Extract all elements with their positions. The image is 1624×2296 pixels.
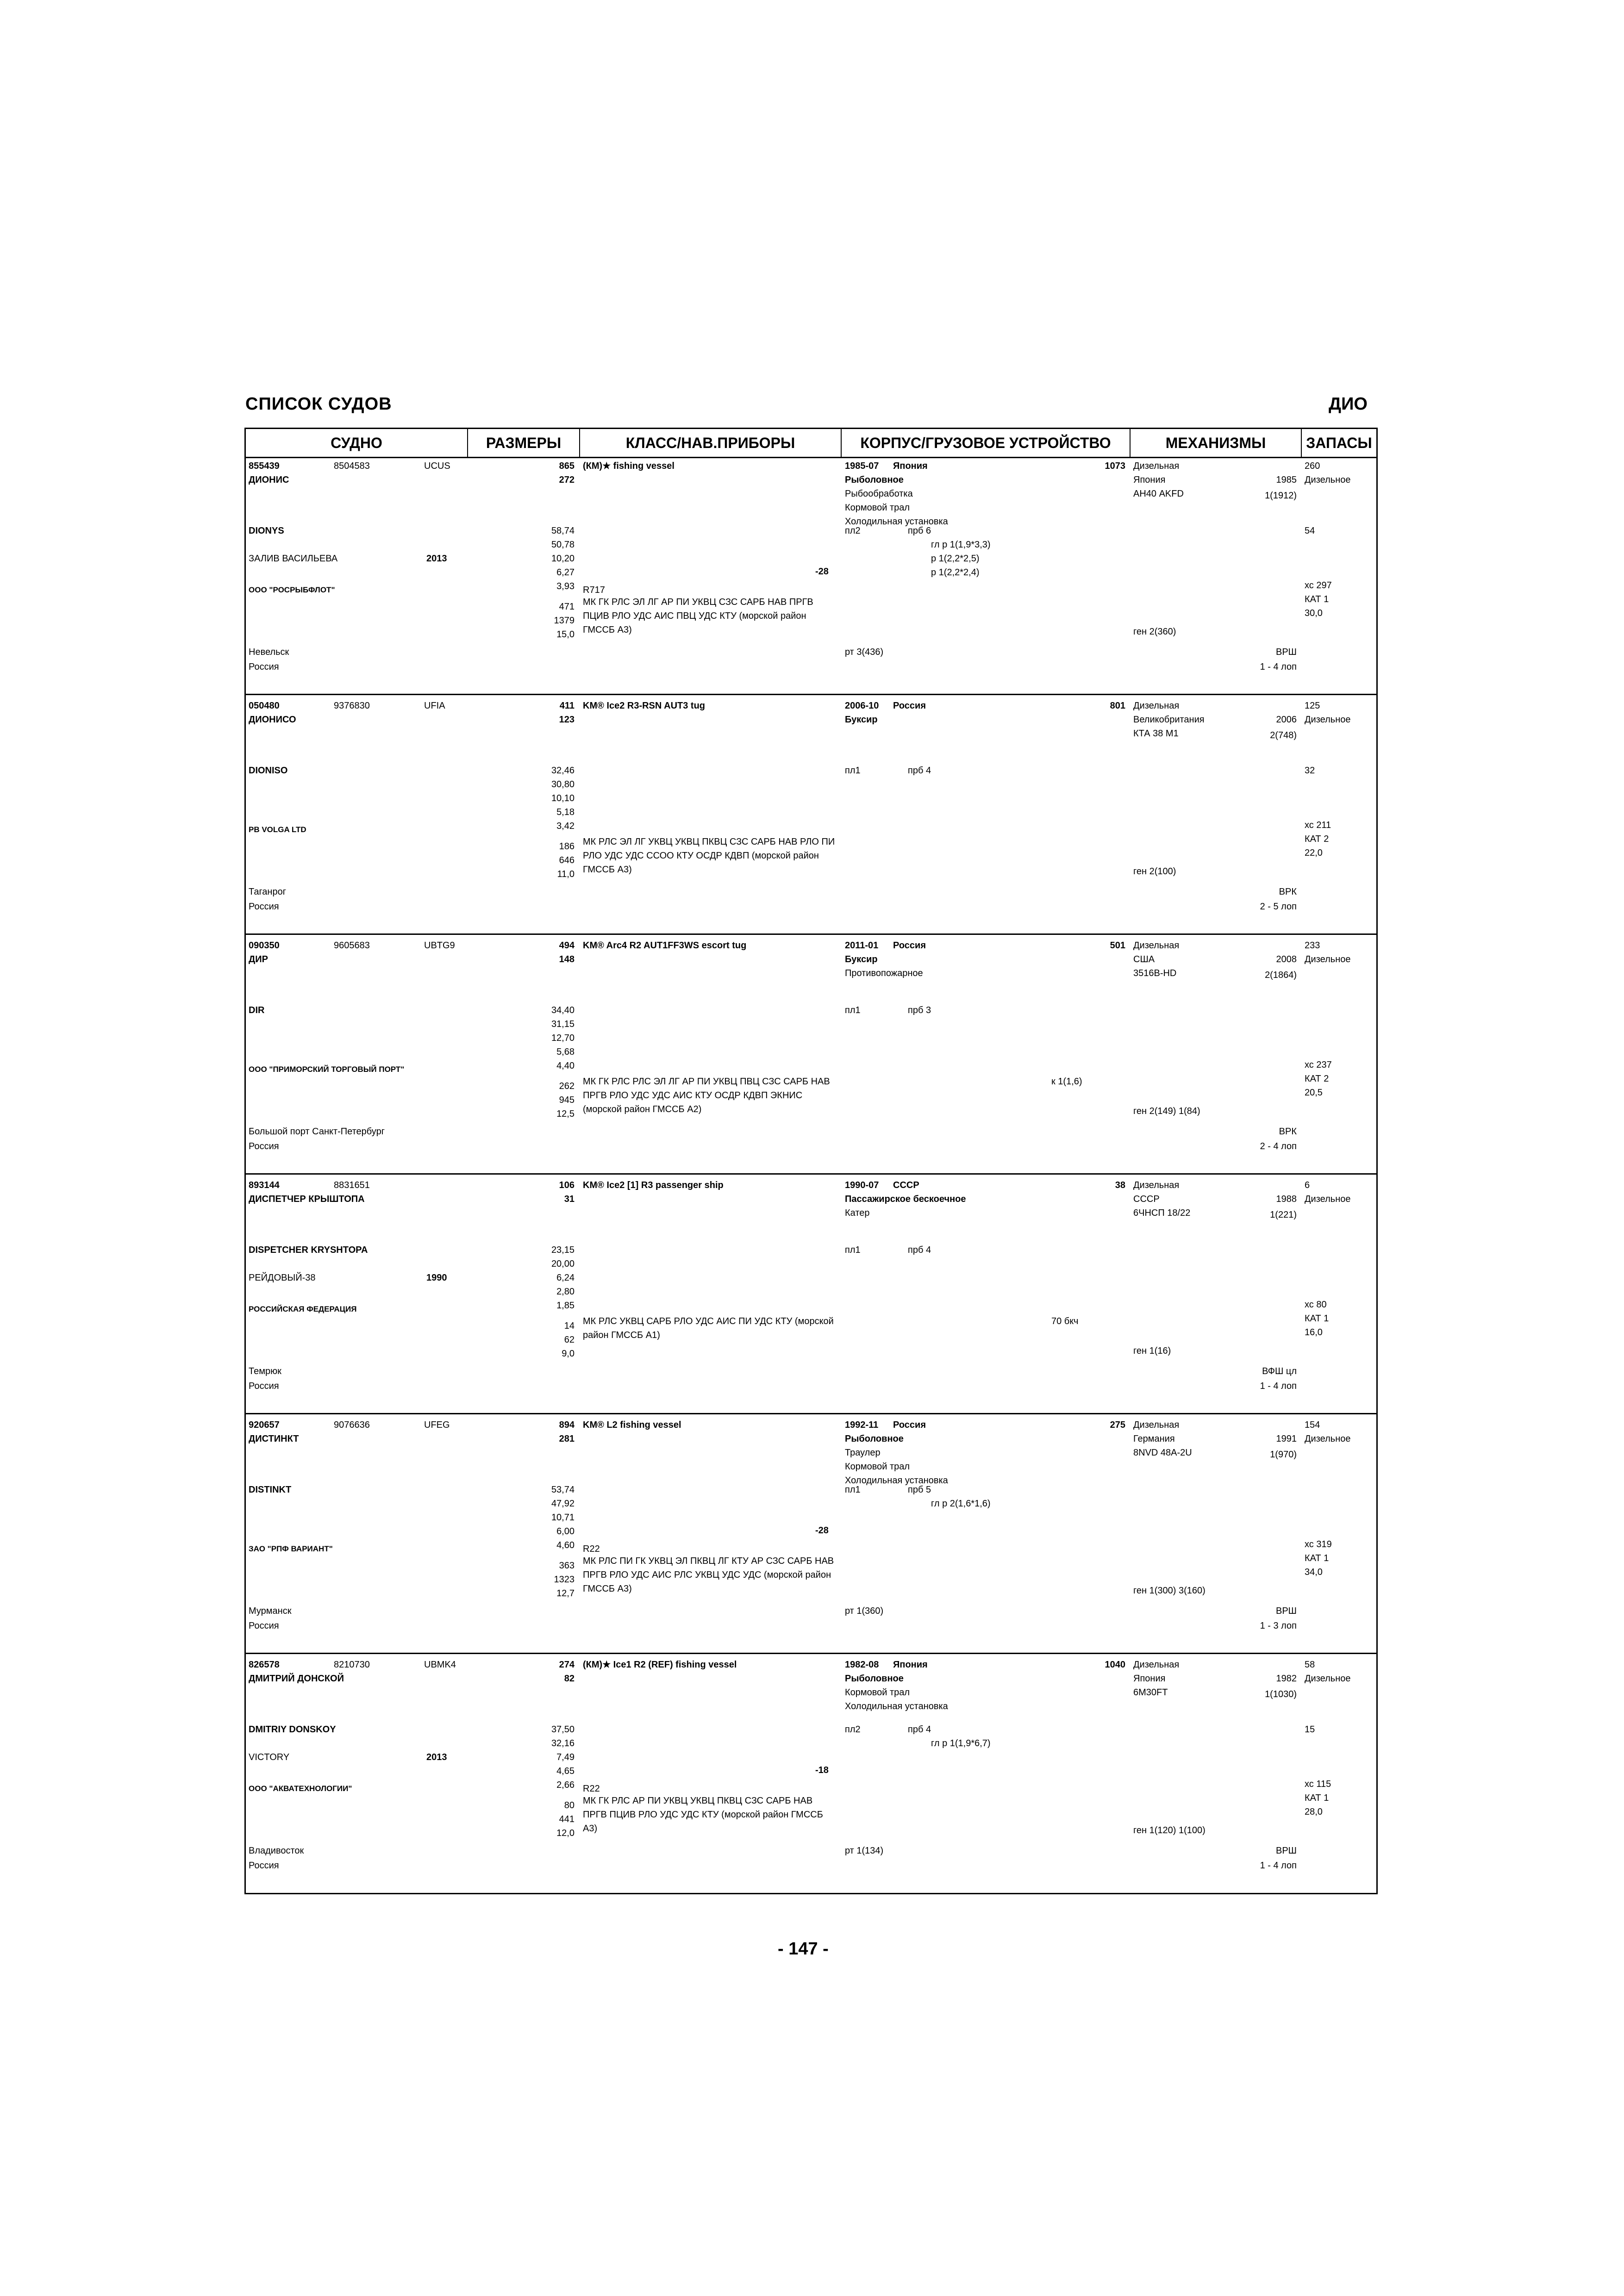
- former-name-year: 2013: [426, 554, 447, 564]
- capacity-value: 12,0: [556, 1828, 575, 1838]
- dimension-value: 2,66: [556, 1780, 575, 1790]
- owner: ЗАО "РПФ ВАРИАНТ": [249, 1544, 333, 1553]
- dimension-value: 6,24: [556, 1273, 575, 1283]
- capacity-value: 12,7: [556, 1588, 575, 1599]
- home-port: Владивосток: [249, 1846, 304, 1856]
- dimension-value: 34,40: [551, 1005, 575, 1015]
- engine-model: АН40 AKFD: [1133, 489, 1184, 499]
- home-port: Невельск: [249, 647, 289, 657]
- nav-equipment: МК РЛС УКВЦ САРБ РЛО УДС АИС ПИ УДС КТУ (морской район ГМССБ А1): [583, 1316, 834, 1340]
- propeller: ВФШ цл: [1262, 1366, 1297, 1376]
- owner: РОССИЙСКАЯ ФЕДЕРАЦИЯ: [249, 1305, 357, 1313]
- deadweight: 801: [1110, 701, 1125, 711]
- engine-power: 1(221): [1270, 1210, 1297, 1220]
- extra-note: к 1(1,6): [1051, 1076, 1082, 1087]
- engine-power: 2(748): [1270, 730, 1297, 740]
- fuel-capacity: 233: [1305, 940, 1320, 951]
- ship-entry: [246, 937, 1376, 1175]
- capacity-value: 11,0: [557, 869, 575, 879]
- net-tonnage: 31: [564, 1194, 575, 1204]
- home-port: Большой порт Санкт-Петербург: [249, 1126, 385, 1137]
- call-sign: UBTG9: [424, 940, 455, 951]
- ship-name-latin: DISPETCHER KRYSHTOPA: [249, 1245, 368, 1255]
- propeller-blades: 1 - 3 лоп: [1260, 1621, 1297, 1631]
- engine-country: СССР: [1133, 1194, 1160, 1204]
- engine-model: 3516B-HD: [1133, 968, 1177, 978]
- engine-year: 2008: [1276, 954, 1297, 964]
- build-date: 1992-11: [845, 1420, 879, 1430]
- category: КАТ 2: [1305, 1074, 1329, 1084]
- capacity-value: 14: [564, 1321, 575, 1331]
- dimension-value: 6,00: [556, 1526, 575, 1537]
- hull-type: Кормовой трал: [845, 1687, 910, 1698]
- engine-country: Германия: [1133, 1434, 1175, 1444]
- net-tonnage: 281: [559, 1434, 575, 1444]
- bulkheads: прб 5: [908, 1485, 931, 1495]
- dimension-value: 32,16: [551, 1738, 575, 1748]
- ship-entry: [246, 1416, 1376, 1654]
- category: КАТ 2: [1305, 834, 1329, 844]
- propeller: ВРК: [1279, 1126, 1297, 1137]
- hatch: гл р 1(1,9*3,3): [931, 540, 991, 550]
- fuel-capacity: 58: [1305, 1660, 1315, 1670]
- category: КАТ 1: [1305, 1793, 1329, 1803]
- capacity-value: 12,5: [556, 1109, 575, 1119]
- hull-type: Пассажирское бескоечное: [845, 1194, 966, 1204]
- propeller: ВРК: [1279, 887, 1297, 897]
- dimension-value: 37,50: [551, 1724, 575, 1735]
- speed: 20,5: [1305, 1088, 1323, 1098]
- reg-number: 090350: [249, 940, 280, 951]
- gross-tonnage: 274: [559, 1660, 575, 1670]
- fuel-type: Дизельное: [1305, 1434, 1351, 1444]
- dimension-value: 5,68: [556, 1047, 575, 1057]
- ship-entry: [246, 697, 1376, 935]
- dimension-value: 12,70: [551, 1033, 575, 1043]
- speed: 28,0: [1305, 1807, 1323, 1817]
- dimension-value: 2,80: [556, 1287, 575, 1297]
- class-notation: (КМ)★ Ice1 R2 (REF) fishing vessel: [583, 1660, 737, 1670]
- generators: ген 2(149) 1(84): [1133, 1106, 1200, 1116]
- endurance: хс 211: [1305, 820, 1331, 830]
- speed: 34,0: [1305, 1567, 1323, 1577]
- dimension-value: 3,93: [556, 581, 575, 591]
- hatch: р 1(2,2*2,4): [931, 567, 980, 578]
- fresh-water: 54: [1305, 526, 1315, 536]
- ship-name-latin: DIONISO: [249, 765, 288, 776]
- endurance: хс 319: [1305, 1539, 1332, 1549]
- fuel-capacity: 260: [1305, 461, 1320, 471]
- bulkheads: прб 4: [908, 765, 931, 776]
- refrigeration-holds: рт 1(360): [845, 1606, 884, 1616]
- owner: ООО "АКВАТЕХНОЛОГИИ": [249, 1784, 352, 1793]
- net-tonnage: 123: [559, 715, 575, 725]
- home-port: Таганрог: [249, 887, 287, 897]
- hull-type: Катер: [845, 1208, 870, 1218]
- ship-name-latin: DIONYS: [249, 526, 284, 536]
- ship-entry: [246, 1176, 1376, 1414]
- fuel-type: Дизельное: [1305, 954, 1351, 964]
- dimension-value: 30,80: [551, 779, 575, 790]
- call-sign: UFEG: [424, 1420, 450, 1430]
- category: КАТ 1: [1305, 594, 1329, 604]
- build-country: СССР: [893, 1180, 919, 1190]
- dimension-value: 58,74: [551, 526, 575, 536]
- ship-name: ДИСПЕТЧЕР КРЫШТОПА: [249, 1194, 365, 1204]
- flag-country: Россия: [249, 902, 279, 912]
- call-sign: UBMK4: [424, 1660, 456, 1670]
- gross-tonnage: 894: [559, 1420, 575, 1430]
- col-hull: КОРПУС/ГРУЗОВОЕ УСТРОЙСТВО: [842, 429, 1131, 457]
- dimension-value: 53,74: [551, 1485, 575, 1495]
- bulkheads: прб 6: [908, 526, 931, 536]
- net-tonnage: 148: [559, 954, 575, 964]
- generators: ген 1(120) 1(100): [1133, 1825, 1206, 1836]
- capacity-value: 646: [559, 855, 575, 865]
- fresh-water: 32: [1305, 765, 1315, 776]
- owner: ООО "ПРИМОРСКИЙ ТОРГОВЫЙ ПОРТ": [249, 1065, 405, 1074]
- flag-country: Россия: [249, 1621, 279, 1631]
- former-name: VICTORY: [249, 1752, 290, 1762]
- hull-type: Рыболовное: [845, 1434, 904, 1444]
- refrigeration-temp: -28: [815, 566, 829, 577]
- col-dimensions: РАЗМЕРЫ: [468, 429, 580, 457]
- fresh-water: 15: [1305, 1724, 1315, 1735]
- extra-note: 70 бкч: [1051, 1316, 1079, 1326]
- class-notation: KM® L2 fishing vessel: [583, 1420, 681, 1430]
- engine-country: Великобритания: [1133, 715, 1205, 725]
- call-sign: UFIA: [424, 701, 445, 711]
- build-date: 2011-01: [845, 940, 879, 951]
- fuel-capacity: 154: [1305, 1420, 1320, 1430]
- fuel-type: Дизельное: [1305, 1194, 1351, 1204]
- ship-entry: [246, 1656, 1376, 1894]
- engine-model: 6M30FT: [1133, 1687, 1168, 1698]
- class-notation: KM® Arc4 R2 AUT1FF3WS escort tug: [583, 940, 747, 951]
- propeller-blades: 1 - 4 лоп: [1260, 1860, 1297, 1871]
- hatch: гл р 1(1,9*6,7): [931, 1738, 991, 1748]
- dimension-value: 23,15: [551, 1245, 575, 1255]
- ship-name: ДИОНИС: [249, 475, 289, 485]
- flag-country: Россия: [249, 1141, 279, 1151]
- deadweight: 501: [1110, 940, 1125, 951]
- reg-number: 920657: [249, 1420, 280, 1430]
- imo-number: 8504583: [334, 461, 370, 471]
- dimension-value: 3,42: [556, 821, 575, 831]
- register-code: R22: [583, 1784, 600, 1794]
- hull-type: Холодильная установка: [845, 1701, 948, 1711]
- imo-number: 9376830: [334, 701, 370, 711]
- dimension-value: 4,65: [556, 1766, 575, 1776]
- hull-type: Кормовой трал: [845, 1462, 910, 1472]
- capacity-value: 1379: [554, 616, 575, 626]
- category: КАТ 1: [1305, 1313, 1329, 1324]
- endurance: хс 115: [1305, 1779, 1331, 1789]
- engine-year: 1991: [1276, 1434, 1297, 1444]
- hull-type: Рыболовное: [845, 475, 904, 485]
- hatch: гл р 2(1,6*1,6): [931, 1499, 991, 1509]
- ship-name: ДИОНИСО: [249, 715, 296, 725]
- propeller: ВРШ: [1275, 1846, 1297, 1856]
- build-country: Россия: [893, 701, 926, 711]
- propeller: ВРШ: [1275, 647, 1297, 657]
- generators: ген 2(100): [1133, 866, 1176, 877]
- deck-count: пл2: [845, 1724, 861, 1735]
- hull-type: Холодильная установка: [845, 516, 948, 527]
- engine-type: Дизельная: [1133, 461, 1180, 471]
- propeller-blades: 2 - 4 лоп: [1260, 1141, 1297, 1151]
- section-letters: ДИО: [1329, 394, 1368, 414]
- former-name: ЗАЛИВ ВАСИЛЬЕВА: [249, 554, 338, 564]
- endurance: хс 237: [1305, 1060, 1332, 1070]
- capacity-value: 80: [564, 1800, 575, 1811]
- gross-tonnage: 411: [559, 701, 575, 711]
- build-date: 1990-07: [845, 1180, 879, 1190]
- deadweight: 1073: [1105, 461, 1125, 471]
- fuel-capacity: 125: [1305, 701, 1320, 711]
- capacity-value: 9,0: [562, 1349, 575, 1359]
- engine-country: Япония: [1133, 1674, 1166, 1684]
- imo-number: 9605683: [334, 940, 370, 951]
- propeller: ВРШ: [1275, 1606, 1297, 1616]
- capacity-value: 262: [559, 1081, 575, 1091]
- dimension-value: 47,92: [551, 1499, 575, 1509]
- capacity-value: 441: [559, 1814, 575, 1824]
- gross-tonnage: 865: [559, 461, 575, 471]
- engine-model: 8NVD 48A-2U: [1133, 1448, 1192, 1458]
- hull-type: Рыбообработка: [845, 489, 913, 499]
- class-notation: KM® Ice2 [1] R3 passenger ship: [583, 1180, 724, 1190]
- hull-type: Противопожарное: [845, 968, 923, 978]
- bulkheads: прб 4: [908, 1724, 931, 1735]
- engine-year: 1982: [1276, 1674, 1297, 1684]
- deck-count: пл1: [845, 1245, 861, 1255]
- reg-number: 893144: [249, 1180, 280, 1190]
- fuel-type: Дизельное: [1305, 1674, 1351, 1684]
- ship-register-table: [244, 428, 1378, 1894]
- home-port: Темрюк: [249, 1366, 281, 1376]
- imo-number: 8831651: [334, 1180, 370, 1190]
- dimension-value: 10,10: [551, 793, 575, 803]
- col-class: КЛАСС/НАВ.ПРИБОРЫ: [580, 429, 842, 457]
- hull-type: Кормовой трал: [845, 503, 910, 513]
- nav-equipment: МК ГК РЛС АР ПИ УКВЦ УКВЦ ПКВЦ СЗС САРБ НАВ ПРГВ ПЦИВ РЛО УДС УДС КТУ (морской район ГМССБ А3): [583, 1796, 823, 1834]
- imo-number: 9076636: [334, 1420, 370, 1430]
- register-code: R22: [583, 1544, 600, 1554]
- deadweight: 38: [1115, 1180, 1125, 1190]
- ship-name-latin: DMITRIY DONSKOY: [249, 1724, 336, 1735]
- ship-name: ДМИТРИЙ ДОНСКОЙ: [249, 1674, 344, 1684]
- engine-country: США: [1133, 954, 1155, 964]
- net-tonnage: 82: [564, 1674, 575, 1684]
- dimension-value: 4,60: [556, 1540, 575, 1550]
- hull-type: Траулер: [845, 1448, 881, 1458]
- engine-model: 6ЧНСП 18/22: [1133, 1208, 1191, 1218]
- fuel-capacity: 6: [1305, 1180, 1310, 1190]
- imo-number: 8210730: [334, 1660, 370, 1670]
- build-date: 1982-08: [845, 1660, 879, 1670]
- engine-power: 1(1912): [1265, 491, 1297, 501]
- dimension-value: 32,46: [551, 765, 575, 776]
- ship-name-latin: DIR: [249, 1005, 265, 1015]
- engine-type: Дизельная: [1133, 701, 1180, 711]
- generators: ген 1(300) 3(160): [1133, 1586, 1206, 1596]
- engine-year: 2006: [1276, 715, 1297, 725]
- hull-type: Холодильная установка: [845, 1475, 948, 1486]
- page-title: СПИСОК СУДОВ: [245, 394, 392, 414]
- engine-type: Дизельная: [1133, 1180, 1180, 1190]
- build-country: Россия: [893, 1420, 926, 1430]
- owner: PB VOLGA LTD: [249, 825, 306, 834]
- refrigeration-holds: рт 1(134): [845, 1846, 884, 1856]
- fuel-type: Дизельное: [1305, 475, 1351, 485]
- call-sign: UCUS: [424, 461, 450, 471]
- build-date: 2006-10: [845, 701, 879, 711]
- propeller-blades: 2 - 5 лоп: [1260, 902, 1297, 912]
- dimension-value: 10,20: [551, 554, 575, 564]
- build-country: Япония: [893, 1660, 928, 1670]
- deck-count: пл1: [845, 1485, 861, 1495]
- deck-count: пл1: [845, 765, 861, 776]
- hatch: р 1(2,2*2,5): [931, 554, 980, 564]
- engine-type: Дизельная: [1133, 1660, 1180, 1670]
- build-country: Россия: [893, 940, 926, 951]
- col-ship: СУДНО: [246, 429, 468, 457]
- propeller-blades: 1 - 4 лоп: [1260, 1381, 1297, 1391]
- deck-count: пл1: [845, 1005, 861, 1015]
- col-stores: ЗАПАСЫ: [1306, 435, 1372, 451]
- refrigeration-temp: -28: [815, 1525, 829, 1536]
- column-header-row: [246, 429, 1376, 458]
- dimension-value: 6,27: [556, 567, 575, 578]
- dimension-value: 5,18: [556, 807, 575, 817]
- former-name: РЕЙДОВЫЙ-38: [249, 1273, 316, 1283]
- speed: 22,0: [1305, 848, 1323, 858]
- flag-country: Россия: [249, 662, 279, 672]
- ship-name-latin: DISTINKT: [249, 1485, 292, 1495]
- build-date: 1985-07: [845, 461, 879, 471]
- former-name-year: 1990: [426, 1273, 447, 1283]
- engine-power: 1(1030): [1265, 1689, 1297, 1699]
- ship-entry: [246, 457, 1376, 695]
- capacity-value: 363: [559, 1561, 575, 1571]
- nav-equipment: МК РЛС ЭЛ ЛГ УКВЦ УКВЦ ПКВЦ СЗС САРБ НАВ РЛО ПИ РЛО УДС УДС ССОО КТУ ОСДР КДВП (морской район ГМССБ А3): [583, 837, 835, 875]
- build-country: Япония: [893, 461, 928, 471]
- gross-tonnage: 106: [559, 1180, 575, 1190]
- capacity-value: 62: [564, 1335, 575, 1345]
- capacity-value: 186: [559, 841, 575, 852]
- endurance: хс 297: [1305, 580, 1332, 591]
- bulkheads: прб 4: [908, 1245, 931, 1255]
- generators: ген 2(360): [1133, 627, 1176, 637]
- nav-equipment: МК ГК РЛС ЭЛ ЛГ АР ПИ УКВЦ СЗС САРБ НАВ ПРГВ ПЦИВ РЛО УДС АИС ПВЦ УДС КТУ (морской район ГМССБ А3): [583, 597, 813, 635]
- engine-country: Япония: [1133, 475, 1166, 485]
- dimension-value: 4,40: [556, 1061, 575, 1071]
- net-tonnage: 272: [559, 475, 575, 485]
- deadweight: 275: [1110, 1420, 1125, 1430]
- reg-number: 050480: [249, 701, 280, 711]
- gross-tonnage: 494: [559, 940, 575, 951]
- ship-name: ДИР: [249, 954, 268, 964]
- reg-number: 855439: [249, 461, 280, 471]
- deadweight: 1040: [1105, 1660, 1125, 1670]
- dimension-value: 7,49: [556, 1752, 575, 1762]
- ship-name: ДИСТИНКТ: [249, 1434, 299, 1444]
- engine-model: КТА 38 М1: [1133, 728, 1179, 739]
- flag-country: Россия: [249, 1381, 279, 1391]
- refrigeration-holds: рт 3(436): [845, 647, 884, 657]
- dimension-value: 20,00: [551, 1259, 575, 1269]
- speed: 30,0: [1305, 608, 1323, 618]
- engine-type: Дизельная: [1133, 940, 1180, 951]
- hull-type: Буксир: [845, 954, 878, 964]
- dimension-value: 50,78: [551, 540, 575, 550]
- dimension-value: 31,15: [551, 1019, 575, 1029]
- reg-number: 826578: [249, 1660, 280, 1670]
- dimension-value: 1,85: [556, 1300, 575, 1311]
- register-code: R717: [583, 585, 605, 595]
- flag-country: Россия: [249, 1860, 279, 1871]
- engine-power: 2(1864): [1265, 970, 1297, 980]
- home-port: Мурманск: [249, 1606, 292, 1616]
- page-number: - 147 -: [778, 1939, 829, 1959]
- propeller-blades: 1 - 4 лоп: [1260, 662, 1297, 672]
- category: КАТ 1: [1305, 1553, 1329, 1563]
- capacity-value: 15,0: [556, 629, 575, 640]
- dimension-value: 10,71: [551, 1512, 575, 1523]
- col-machinery: МЕХАНИЗМЫ: [1131, 429, 1302, 457]
- fuel-type: Дизельное: [1305, 715, 1351, 725]
- engine-power: 1(970): [1270, 1450, 1297, 1460]
- engine-type: Дизельная: [1133, 1420, 1180, 1430]
- class-notation: (КМ)★ fishing vessel: [583, 461, 675, 471]
- capacity-value: 945: [559, 1095, 575, 1105]
- capacity-value: 471: [559, 602, 575, 612]
- hull-type: Буксир: [845, 715, 878, 725]
- owner: ООО "РОСРЫБФЛОТ": [249, 585, 335, 594]
- capacity-value: 1323: [554, 1574, 575, 1585]
- speed: 16,0: [1305, 1327, 1323, 1338]
- bulkheads: прб 3: [908, 1005, 931, 1015]
- engine-year: 1988: [1276, 1194, 1297, 1204]
- nav-equipment: МК РЛС ПИ ГК УКВЦ ЭЛ ПКВЦ ЛГ КТУ АР СЗС САРБ НАВ ПРГВ РЛО УДС АИС РЛС УКВЦ УДС УДС (морской район ГМССБ А3): [583, 1556, 834, 1594]
- engine-year: 1985: [1276, 475, 1297, 485]
- hull-type: Рыболовное: [845, 1674, 904, 1684]
- deck-count: пл2: [845, 526, 861, 536]
- generators: ген 1(16): [1133, 1346, 1171, 1356]
- former-name-year: 2013: [426, 1752, 447, 1762]
- refrigeration-temp: -18: [815, 1765, 829, 1775]
- nav-equipment: МК ГК РЛС РЛС ЭЛ ЛГ АР ПИ УКВЦ ПВЦ СЗС САРБ НАВ ПРГВ РЛО УДС УДС АИС КТУ ОСДР КДВП ЭКНИС (морской район ГМССБ А2): [583, 1076, 830, 1114]
- endurance: хс 80: [1305, 1300, 1327, 1310]
- class-notation: KM® Ice2 R3-RSN AUT3 tug: [583, 701, 706, 711]
